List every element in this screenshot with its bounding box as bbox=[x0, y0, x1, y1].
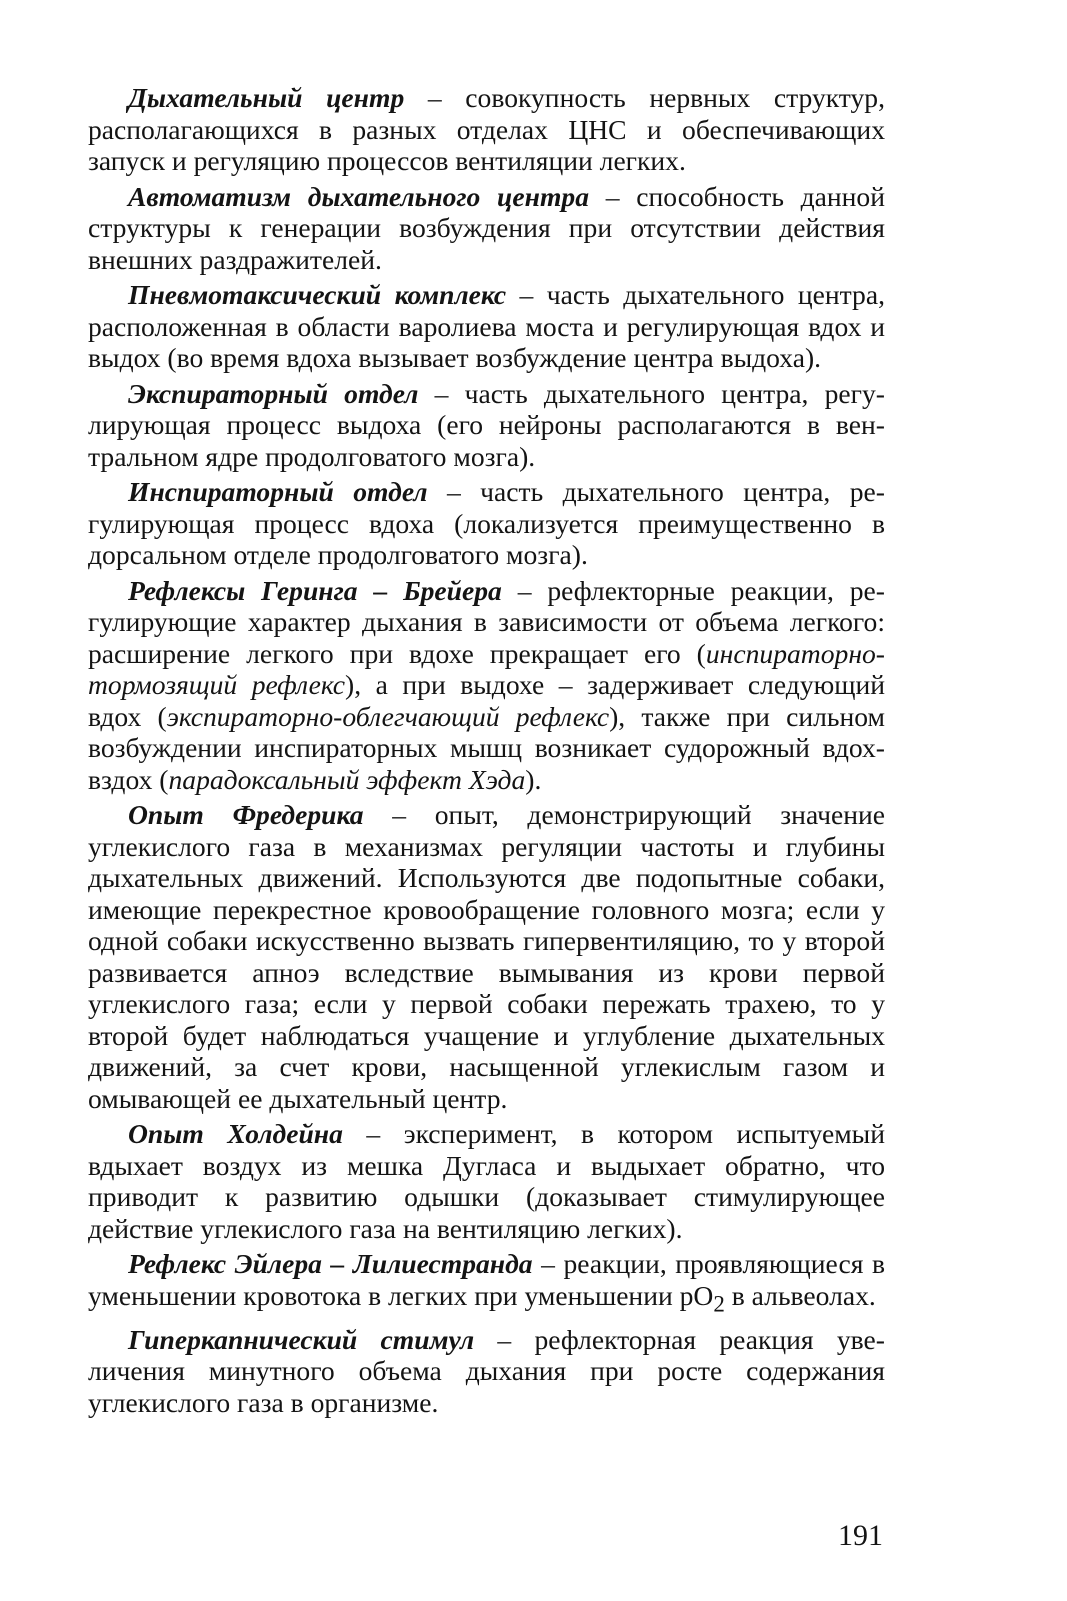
term: Инспираторный отдел bbox=[128, 476, 428, 507]
definition-text: – опыт, демонстрирующий значение углекислого газа в механизмах регуляции частоты и глубины дыхательных движений. Используются две подопытные собаки, имеющие перекрестное кровообращение головного мозга; если у одной собаки искусственно вызвать гипервентиляцию, то у второй развивается апноэ вследствие вымывания из крови первой углекислого газа; если у первой собаки пережать трахею, то у второй будет наблюдаться учащение и углубление дыхательных движений, за счет крови, насыщенной углекислым газом и омывающей ее дыхательный центр. bbox=[88, 799, 885, 1114]
definition-haldane-experiment bbox=[88, 1118, 885, 1244]
italic-term: экспираторно-облегчающий рефлекс bbox=[166, 700, 610, 732]
definition-text: – часть дыхательного центра, расположенная в области варолиева моста и регулирующая вдох и выдох (во время вдоха вызывает возбуждение центра выдоха). bbox=[88, 279, 885, 373]
term: Экспираторный отдел bbox=[128, 377, 419, 409]
term: Рефлексы Геринга – Брейера bbox=[128, 574, 502, 606]
definition-text: – часть дыхательного центра, регулирующая процесс вдоха (локализуется преимущественно в дорсальном отделе продолговатого мозга). bbox=[88, 476, 885, 570]
definition-text: – эксперимент, в котором испытуемый вдыхает воздух из мешка Дугласа и выдыхает обратно, что приводит к развитию одышки (доказывает стимулирующее действие углекислого газа на вентиляцию легких). bbox=[88, 1118, 885, 1244]
term: Опыт Фредерика bbox=[128, 799, 364, 830]
page-number: 191 bbox=[838, 1519, 883, 1552]
definition-text: ), а при выдохе – задерживает следующий вдох ( bbox=[88, 669, 886, 732]
term: Автоматизм дыхательного центра bbox=[128, 180, 590, 212]
term: Пневмотаксический комплекс bbox=[128, 279, 507, 310]
term: Рефлекс Эйлера – Лилиестранда bbox=[128, 1248, 533, 1279]
book-page bbox=[88, 82, 885, 1422]
definition-text: – рефлекторные реакции, регулирующие характер дыхания в зависимости от объема легкого: расширение легкого при вдохе прекращает его ( bbox=[88, 574, 885, 669]
definition-respiratory-center bbox=[88, 82, 885, 177]
italic-term: парадоксальный эффект Хэда bbox=[168, 763, 526, 795]
definition-inspiratory-section bbox=[88, 476, 885, 571]
term: Дыхательный центр bbox=[128, 82, 405, 113]
definition-text: – совокупность нервных структур, располагающихся в разных отделах ЦНС и обеспечивающих запуск и регуляцию процессов вентиляции легких. bbox=[88, 82, 885, 176]
definition-text: – часть дыхательного центра, регулирующая процесс выдоха (его нейроны располагаются в вентральном ядре продолговатого мозга). bbox=[88, 377, 885, 472]
definition-expiratory-section bbox=[88, 378, 885, 473]
definition-text: – способность данной структуры к генерации возбуждения при отсутствии действия внешних раздражителей. bbox=[88, 180, 885, 275]
italic-term: инспираторно-тормозящий рефлекс bbox=[88, 637, 885, 700]
term: Гиперкапнический стимул bbox=[128, 1323, 475, 1355]
definition-euler-liljestrand-reflex bbox=[88, 1248, 885, 1320]
definition-hering-breuer-reflexes bbox=[88, 575, 885, 796]
definition-frederick-experiment bbox=[88, 799, 885, 1114]
definition-hypercapnic-stimulus bbox=[88, 1324, 885, 1419]
term: Опыт Холдейна bbox=[128, 1118, 343, 1149]
subscript: 2 bbox=[713, 1291, 725, 1317]
definition-text: в альвеолах. bbox=[724, 1279, 876, 1311]
definition-text: – реакции, проявляющиеся в уменьшении кровотока в легких при уменьшении pO bbox=[88, 1248, 885, 1311]
definition-text: ), также при сильном возбуждении инспираторных мышц возникает судорожный вдох-вздох ( bbox=[88, 700, 885, 795]
definition-pneumotaxic-complex bbox=[88, 279, 885, 374]
definition-text: ). bbox=[525, 763, 542, 795]
definition-text: – рефлекторная реакция увеличения минутного объема дыхания при росте содержания углекислого газа в организме. bbox=[88, 1323, 885, 1418]
definition-automatism bbox=[88, 181, 885, 276]
